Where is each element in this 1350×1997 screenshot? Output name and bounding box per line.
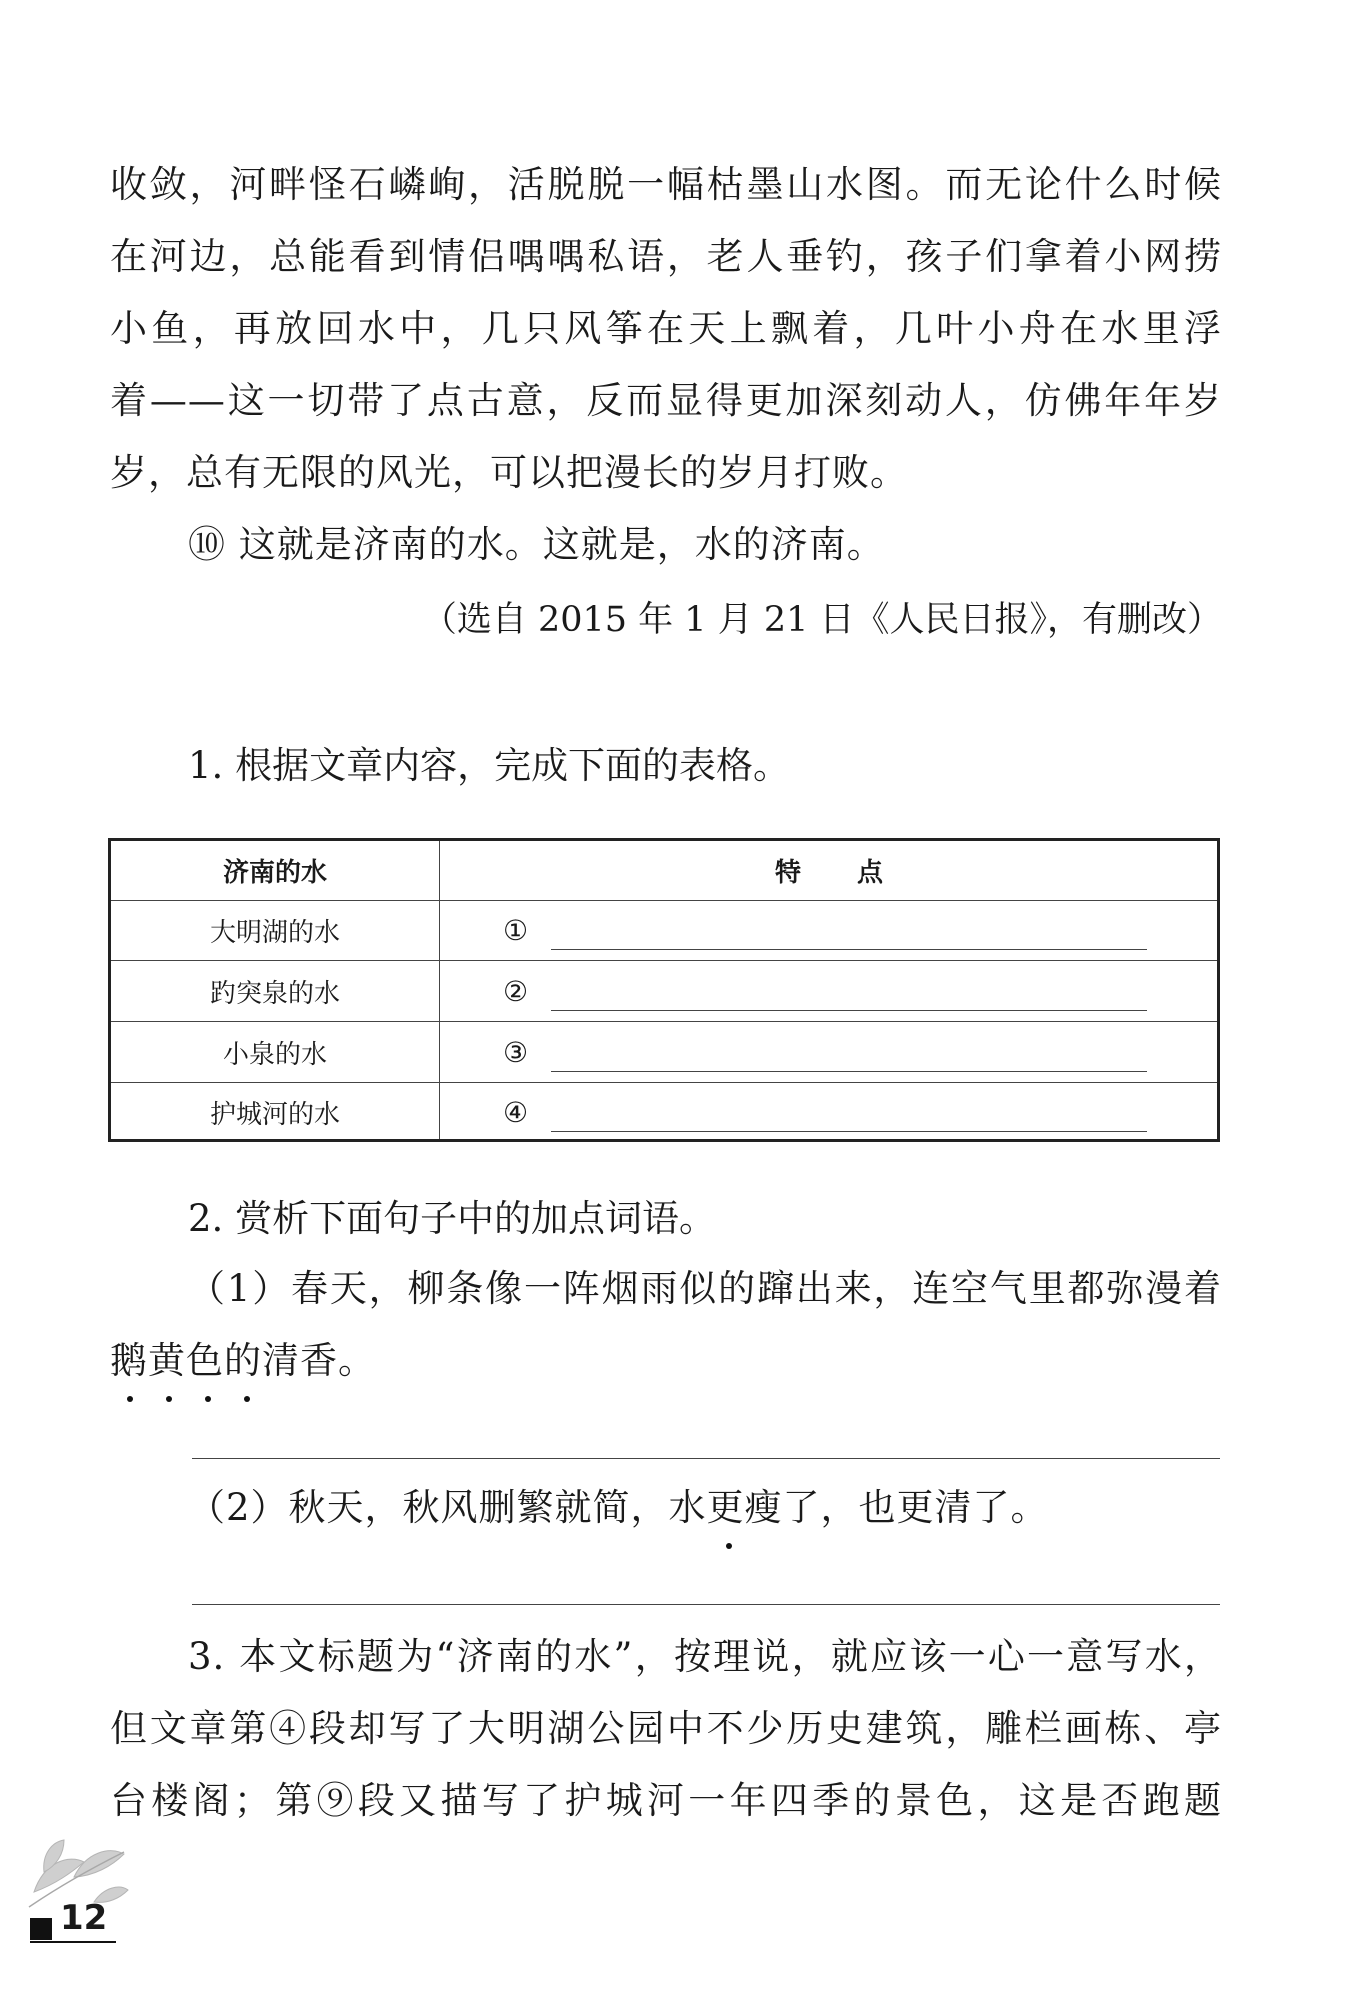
- table-row: [111, 901, 1217, 961]
- page-number-rule: [30, 1941, 116, 1943]
- table-header-water: 济南的水: [222, 858, 327, 888]
- question-2-prompt: 2. 赏析下面句子中的加点词语。: [188, 1197, 717, 1240]
- emphasis-dot: [244, 1396, 250, 1402]
- emphasis-dot: [127, 1396, 133, 1402]
- table-header-feature: 特点: [774, 858, 939, 888]
- emphasis-dot: [205, 1396, 211, 1402]
- answer-blank[interactable]: [551, 1131, 1147, 1132]
- emphasis-dot: [166, 1396, 172, 1402]
- table-row: [111, 1083, 1217, 1142]
- table-row: [111, 1022, 1217, 1083]
- table-row-label: 护城河的水: [209, 1100, 340, 1130]
- table-row-label: 趵突泉的水: [209, 978, 340, 1009]
- article-source: （选自 2015 年 1 月 21 日《人民日报》，有删改）: [421, 600, 1222, 640]
- table-row-number: ①: [503, 914, 529, 947]
- question-3-line-1: 3. 本文标题为“济南的水”，按理说，就应该一心一意写水，: [188, 1635, 1222, 1678]
- page-number: 12: [60, 1898, 108, 1938]
- question-1-prompt: 1. 根据文章内容，完成下面的表格。: [188, 744, 791, 787]
- question-3-line-2: 但文章第④段却写了大明湖公园中不少历史建筑，雕栏画栋、亭: [110, 1707, 1222, 1750]
- table-row-number: ③: [503, 1035, 529, 1069]
- article-line-5: 岁，总有无限的风光，可以把漫长的岁月打败。: [110, 451, 908, 494]
- emphasis-dot: [726, 1543, 732, 1549]
- answer-blank[interactable]: [551, 1010, 1147, 1011]
- article-line-1: 收敛，河畔怪石嶙峋，活脱脱一幅枯墨山水图。而无论什么时候: [110, 163, 1222, 206]
- table-row-number: ④: [503, 1096, 529, 1129]
- answer-line-q2-2[interactable]: [192, 1604, 1220, 1605]
- question-2-sub1-line1: （1）春天，柳条像一阵烟雨似的蹿出来，连空气里都弥漫着: [188, 1267, 1222, 1310]
- article-line-2: 在河边，总能看到情侣喁喁私语，老人垂钓，孩子们拿着小网捞: [110, 235, 1222, 278]
- answer-table: [108, 838, 1220, 1142]
- question-3-line-3: 台楼阁；第⑨段又描写了护城河一年四季的景色，这是否跑题: [110, 1779, 1222, 1822]
- paragraph-10: ⑩ 这就是济南的水。这就是，水的济南。: [188, 523, 885, 566]
- article-line-3: 小鱼，再放回水中，几只风筝在天上飘着，几叶小舟在水里浮: [110, 307, 1222, 350]
- table-row: [111, 961, 1217, 1022]
- answer-line-q2-1[interactable]: [192, 1458, 1220, 1459]
- table-header-row: [111, 841, 1217, 901]
- question-2-sub2: （2）秋天，秋风删繁就简，水更瘦了，也更清了。: [188, 1486, 1049, 1529]
- question-2-sub1-line2: 鹅黄色的清香。: [110, 1339, 376, 1382]
- table-row-label: 小泉的水: [222, 1039, 327, 1070]
- table-row-label: 大明湖的水: [209, 918, 340, 948]
- page-number-marker: [30, 1918, 52, 1940]
- article-line-4: 着——这一切带了点古意，反而显得更加深刻动人，仿佛年年岁: [110, 379, 1222, 422]
- answer-blank[interactable]: [551, 1071, 1147, 1072]
- answer-blank[interactable]: [551, 949, 1147, 950]
- table-row-number: ②: [503, 974, 529, 1008]
